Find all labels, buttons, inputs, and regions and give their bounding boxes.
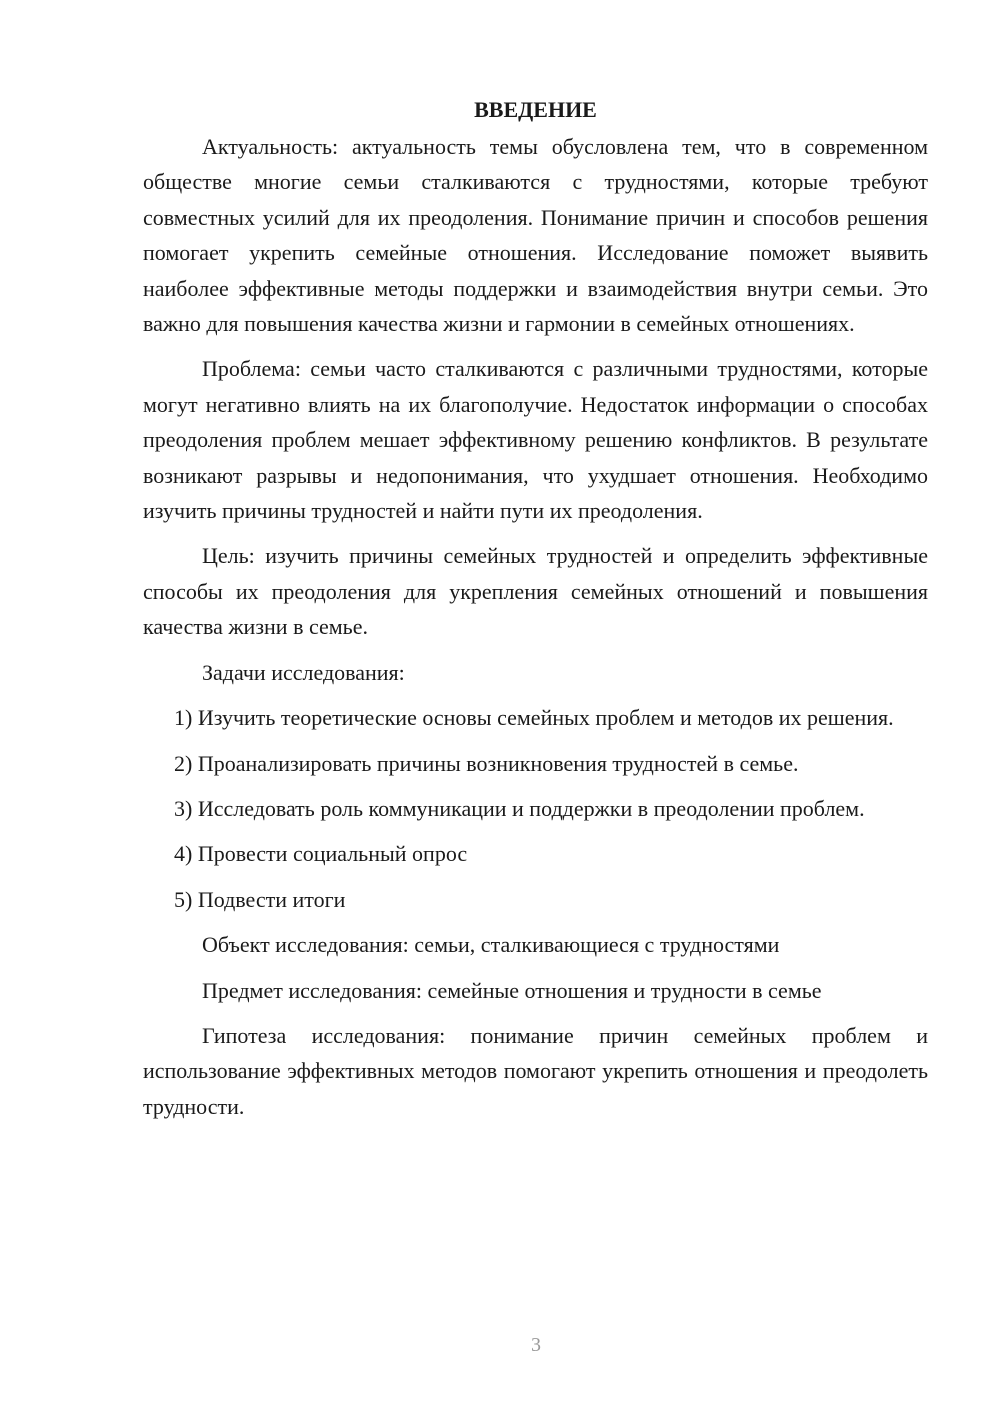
task-item-5: 5) Подвести итоги bbox=[174, 886, 346, 912]
problem-paragraph: Проблема: семьи часто сталкиваются с различными трудностями, которые могут негативно влиять на их благополучие. Недостаток информации о способах преодоления проблем мешает эффективному решению конфликтов. В результате возникают разрывы и недопонимания, что ухудшает отношения. Необходимо изучить причины трудностей и найти пути их преодоления. bbox=[143, 356, 928, 524]
page-title: ВВЕДЕНИЕ bbox=[474, 97, 597, 122]
goal-paragraph: Цель: изучить причины семейных трудностей и определить эффективные способы их преодоления для укрепления семейных отношений и повышения качества жизни в семье. bbox=[143, 543, 928, 640]
task-item-3: 3) Исследовать роль коммуникации и поддержки в преодолении проблем. bbox=[174, 795, 865, 821]
task-item-1: 1) Изучить теоретические основы семейных проблем и методов их решения. bbox=[174, 705, 894, 731]
page-number: 3 bbox=[531, 1334, 541, 1356]
object-paragraph: Объект исследования: семьи, сталкивающиеся с трудностями bbox=[202, 932, 780, 958]
task-item-4: 4) Провести социальный опрос bbox=[174, 841, 468, 867]
subject-paragraph: Предмет исследования: семейные отношения и трудности в семье bbox=[202, 977, 822, 1003]
document-page bbox=[143, 92, 928, 1134]
relevance-paragraph: Актуальность: актуальность темы обусловлена тем, что в современном обществе многие семьи сталкиваются с трудностями, которые требуют совместных усилий для их преодоления. Понимание причин и способов решения помогает укрепить семейные отношения. Исследование поможет выявить наиболее эффективные методы поддержки и взаимодействия внутри семьи. Это важно для повышения качества жизни и гармонии в семейных отношениях. bbox=[143, 134, 928, 337]
tasks-title: Задачи исследования: bbox=[202, 659, 405, 685]
hypothesis-paragraph: Гипотеза исследования: понимание причин семейных проблем и использование эффективных методов помогают укрепить отношения и преодолеть трудности. bbox=[143, 1022, 928, 1119]
task-item-2: 2) Проанализировать причины возникновения трудностей в семье. bbox=[174, 750, 799, 776]
